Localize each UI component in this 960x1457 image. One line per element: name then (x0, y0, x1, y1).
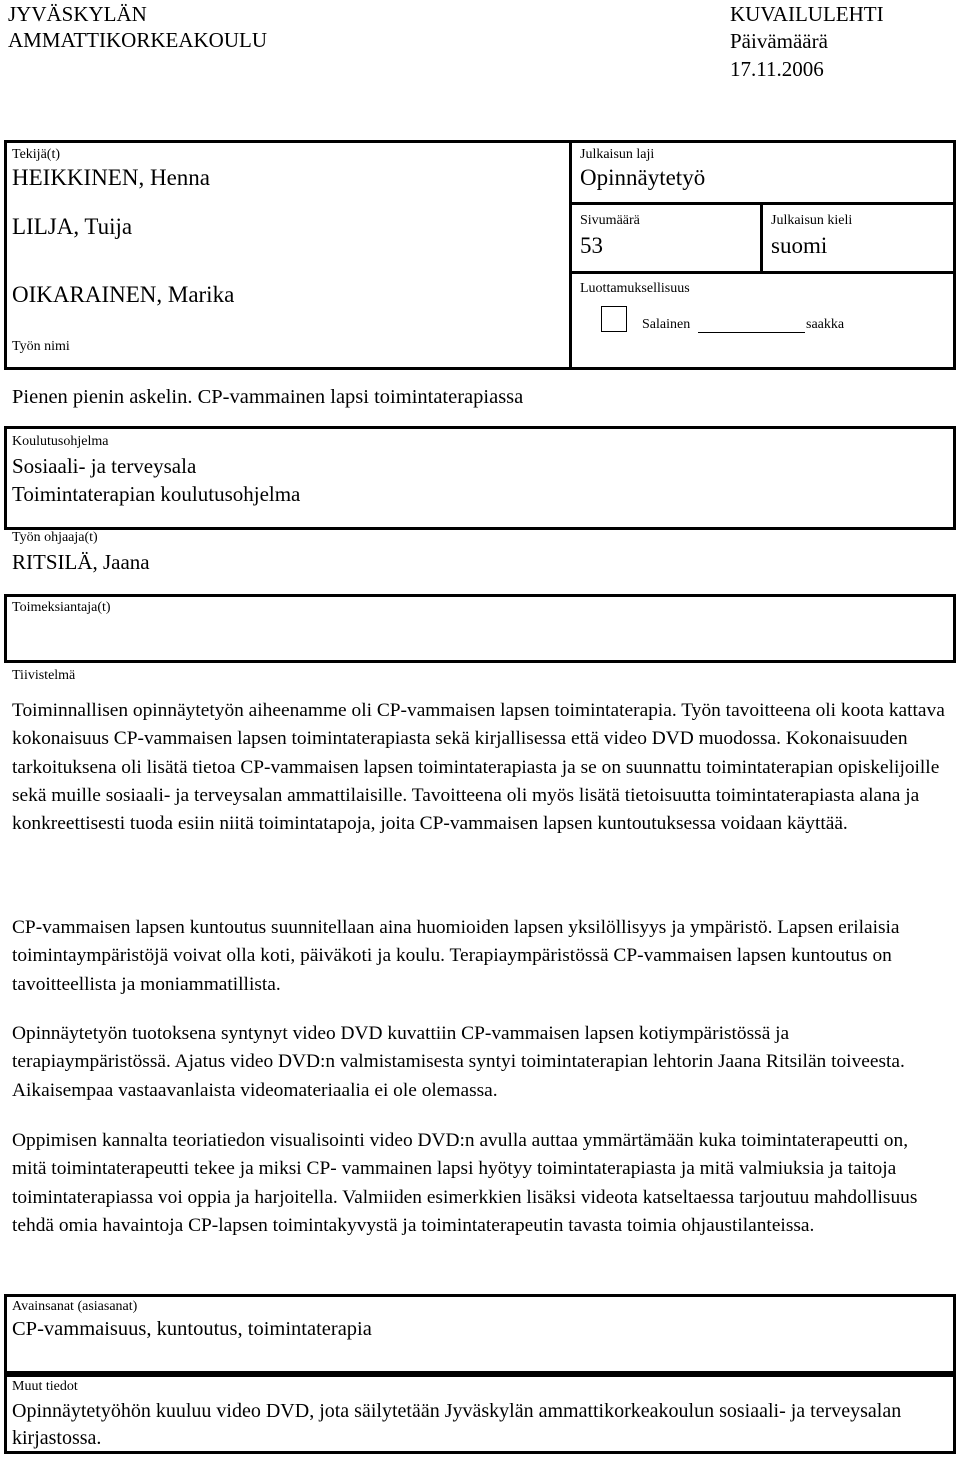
work-title-label: Työn nimi (12, 339, 70, 354)
author-1: HEIKKINEN, Henna (12, 165, 210, 190)
until-label: saakka (806, 317, 845, 332)
programme-line1: Sosiaali- ja terveysala (12, 454, 197, 478)
other-info-value: Opinnäytetyöhön kuuluu video DVD, jota säilytetään Jyväskylän ammattikorkeakoulun sosiaali- ja terveysalan kirjastossa. (12, 1400, 902, 1449)
pages-value: 53 (580, 233, 603, 258)
date-value: 17.11.2006 (730, 57, 824, 81)
org-name-line2: AMMATTIKORKEAKOULU (8, 28, 267, 52)
confidentiality-label: Luottamuksellisuus (580, 281, 690, 296)
other-info-label: Muut tiedot (12, 1379, 78, 1394)
programme-line2: Toimintaterapian koulutusohjelma (12, 482, 301, 506)
author-3: OIKARAINEN, Marika (12, 282, 235, 307)
authors-label: Tekijä(t) (12, 147, 60, 162)
abstract-paragraph-1: Toiminnallisen opinnäytetyön aiheenamme oli CP-vammaisen lapsen toimintaterapia. Työn tavoitteena oli koota kattava kokonaisuus CP-vammaisen lapsen toimintaterapiasta sekä kirjallisessa että video DVD muodossa. Kokonaisuuden tarkoituksena oli lisätä tietoa CP-vammaisen lapsen toimintaterapiasta ja se on suunnattu toimintaterapian opiskelijoille sekä muille sosiaali- ja terveysalan ammattilaisille. Tavoitteena oli myös lisätä tietoisuutta toimintaterapiasta alana ja konkreettisesti tuoda esiin niitä toimintatapoja, joita CP-vammaisen lapsen kuntoutuksessa voidaan käyttää. (12, 700, 945, 835)
pubtype-value: Opinnäytetyö (580, 165, 706, 190)
abstract-paragraph-3: Opinnäytetyön tuotoksena syntynyt video DVD kuvattiin CP-vammaisen lapsen kotiympäristössä ja terapiaympäristössä. Ajatus video DVD:n valmistamisesta syntyi toimintaterapian lehtorin Jaana Ritsilän toiveesta. Aikaisempaa vastaavanlaista videomateriaalia ei ole olemassa. (12, 1023, 905, 1101)
pages-language-divider (760, 202, 763, 274)
secret-label: Salainen (642, 317, 691, 332)
date-label: Päivämäärä (730, 29, 828, 53)
keywords-value: CP-vammaisuus, kuntoutus, toimintaterapia (12, 1318, 372, 1340)
abstract-paragraph-4: Oppimisen kannalta teoriatiedon visualisointi video DVD:n avulla auttaa ymmärtämään kuka toimintaterapeutti on, mitä toimintaterapeutti tekee ja miksi CP- vammainen lapsi hyötyy toimintaterapiasta ja mitä valmiuksia ja taitoja toimintaterapiassa voi oppia ja harjoitella. Valmiiden esimerkkien lisäksi videota katseltaessa tarjoutuu mahdollisuus tehdä omia havaintoja CP-lapsen toimintakyvystä ja toimintaterapeutin tavasta toimia ohjaustilanteissa. (12, 1130, 918, 1236)
author-2: LILJA, Tuija (12, 214, 133, 239)
programme-label: Koulutusohjelma (12, 434, 109, 449)
keywords-label: Avainsanat (asiasanat) (12, 1299, 138, 1314)
supervisor-value: RITSILÄ, Jaana (12, 550, 150, 574)
commissioner-box (4, 594, 956, 663)
secret-until-line (698, 332, 805, 333)
pubtype-label: Julkaisun laji (580, 147, 655, 162)
work-title-value: Pienen pienin askelin. CP-vammainen lapsi toimintaterapiassa (12, 386, 524, 408)
language-value: suomi (771, 233, 828, 258)
supervisor-label: Työn ohjaaja(t) (12, 530, 98, 545)
pages-label: Sivumäärä (580, 213, 640, 228)
abstract-label: Tiivistelmä (12, 668, 76, 683)
language-label: Julkaisun kieli (771, 213, 853, 228)
info-box-divider (569, 140, 572, 370)
form-title: KUVAILULEHTI (730, 2, 884, 26)
abstract-paragraph-2: CP-vammaisen lapsen kuntoutus suunnitellaan aina huomioiden lapsen yksilöllisyys ja ympäristö. Lapsen erilaisia toimintaympäristöjä voivat olla koti, päiväkoti ja koulu. Terapiaympäristössä CP-vammaisen lapsen kuntoutus on tavoitteellista ja moniammatillista. (12, 917, 900, 995)
commissioner-label: Toimeksiantaja(t) (12, 600, 111, 615)
org-name-line1: JYVÄSKYLÄN (8, 2, 147, 26)
secret-checkbox[interactable] (601, 306, 627, 332)
